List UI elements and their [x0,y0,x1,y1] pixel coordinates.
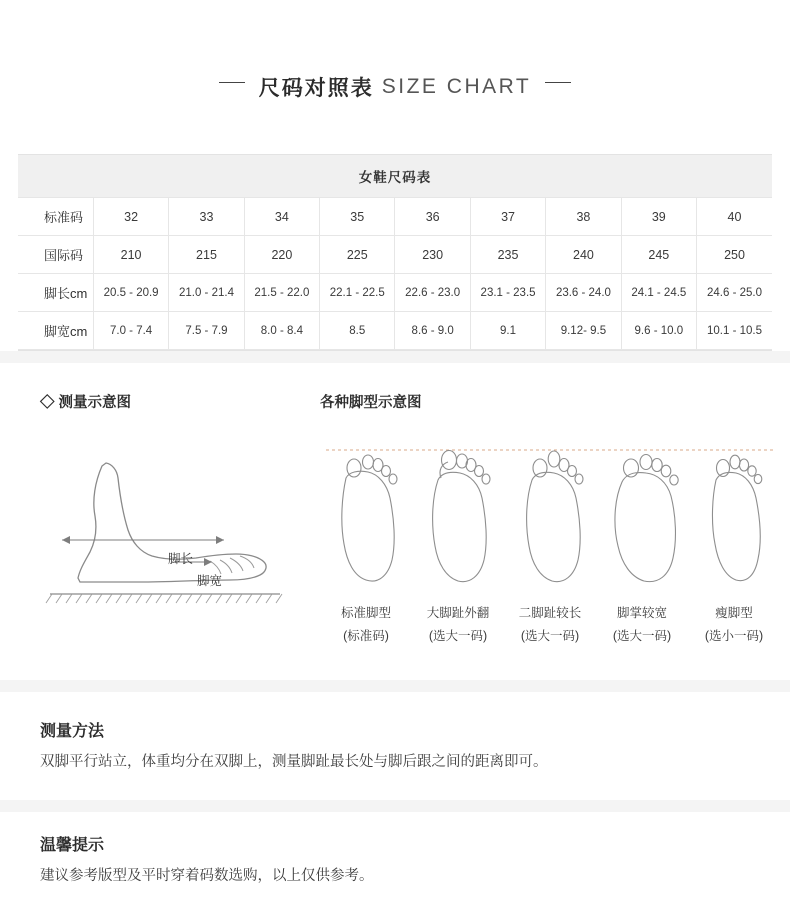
cell: 230 [395,236,470,274]
foot-type-name: 二脚趾较长 [518,606,582,620]
foot-type-item [504,600,596,646]
cell: 22.1 - 22.5 [320,274,395,312]
foot-narrow-icon [712,455,761,580]
cell: 21.5 - 22.0 [244,274,319,312]
foot-type-name: 瘦脚型 [715,606,753,620]
title-rule-left [219,82,245,83]
cell: 9.12- 9.5 [546,312,621,350]
title-rule-right [545,82,571,83]
cell: 8.0 - 8.4 [244,312,319,350]
foot-type-note: (选大一码) [612,628,672,643]
cell: 7.5 - 7.9 [169,312,244,350]
table-row [18,274,772,312]
cell: 10.1 - 10.5 [697,312,772,350]
cell: 32 [93,198,168,236]
tips-body: 建议参考版型及平时穿着码数选购，以上仅供参考。 [40,867,374,884]
table-row [18,312,772,350]
size-table [18,155,772,350]
cell: 8.5 [320,312,395,350]
foot-type-name: 脚掌较宽 [616,606,667,620]
measure-method-section [0,692,790,774]
foot-type-item [688,600,780,646]
measure-method-title: 测量方法 [40,722,105,740]
cell: 40 [697,198,772,236]
measure-method-body: 双脚平行站立，体重均分在双脚上，测量脚趾最长处与脚后跟之间的距离即可。 [40,753,548,770]
size-table-block [18,154,772,351]
cell: 9.6 - 10.0 [621,312,696,350]
foot-type-name: 标准脚型 [340,606,391,620]
table-caption-row [18,155,772,198]
cell: 38 [546,198,621,236]
cell: 34 [244,198,319,236]
cell: 220 [244,236,319,274]
foot-wide-icon [615,455,678,582]
cell: 235 [470,236,545,274]
title-chinese: 尺码对照表 [258,77,374,100]
section-divider-mid [0,680,790,692]
cell: 210 [93,236,168,274]
row-label: 脚长cm [18,274,93,312]
tips-title: 温馨提示 [40,836,105,854]
cell: 36 [395,198,470,236]
label-foot-length: 脚长 [168,552,194,566]
measure-illustration [40,430,290,588]
cell: 23.1 - 23.5 [470,274,545,312]
cell: 225 [320,236,395,274]
foot-types-title: 各种脚型示意图 [320,395,422,411]
row-label: 脚宽cm [18,312,93,350]
cell: 215 [169,236,244,274]
cell: 7.0 - 7.4 [93,312,168,350]
foot-types-illustration [320,434,780,594]
foot-type-name: 大脚趾外翻 [426,606,490,620]
cell: 21.0 - 21.4 [169,274,244,312]
cell: 245 [621,236,696,274]
foot-types-diagram [290,391,780,646]
foot-standard-icon [342,455,397,581]
foot-type-note: (标准码) [343,628,389,643]
cell: 9.1 [470,312,545,350]
cell: 37 [470,198,545,236]
diagram-section [0,363,790,646]
foot-side-view-icon [40,430,290,620]
label-foot-width: 脚宽 [197,574,223,588]
cell: 24.1 - 24.5 [621,274,696,312]
table-row [18,198,772,236]
cell: 22.6 - 23.0 [395,274,470,312]
foot-type-note: (选小一码) [704,628,764,643]
tips-section [0,812,790,888]
cell: 250 [697,236,772,274]
title-english: SIZE CHART [381,75,532,98]
measure-diagram [40,391,290,588]
foot-type-item [412,600,504,646]
measure-diagram-title: ◇ 测量示意图 [40,395,132,411]
cell: 23.6 - 24.0 [546,274,621,312]
cell: 35 [320,198,395,236]
cell: 39 [621,198,696,236]
foot-type-captions [320,600,780,646]
foot-type-note: (选大一码) [520,628,580,643]
foot-type-item [596,600,688,646]
foot-type-item [320,600,412,646]
page-title [0,0,790,102]
section-divider-bottom [0,800,790,812]
cell: 24.6 - 25.0 [697,274,772,312]
foot-long-second-toe-icon [527,451,583,582]
section-divider-top [0,351,790,363]
cell: 8.6 - 9.0 [395,312,470,350]
foot-bunion-icon [433,451,490,582]
table-row [18,236,772,274]
cell: 20.5 - 20.9 [93,274,168,312]
cell: 33 [169,198,244,236]
cell: 240 [546,236,621,274]
row-label: 国际码 [18,236,93,274]
row-label: 标准码 [18,198,93,236]
diagram-row [0,391,790,646]
table-caption: 女鞋尺码表 [18,155,772,198]
foot-type-note: (选大一码) [428,628,488,643]
